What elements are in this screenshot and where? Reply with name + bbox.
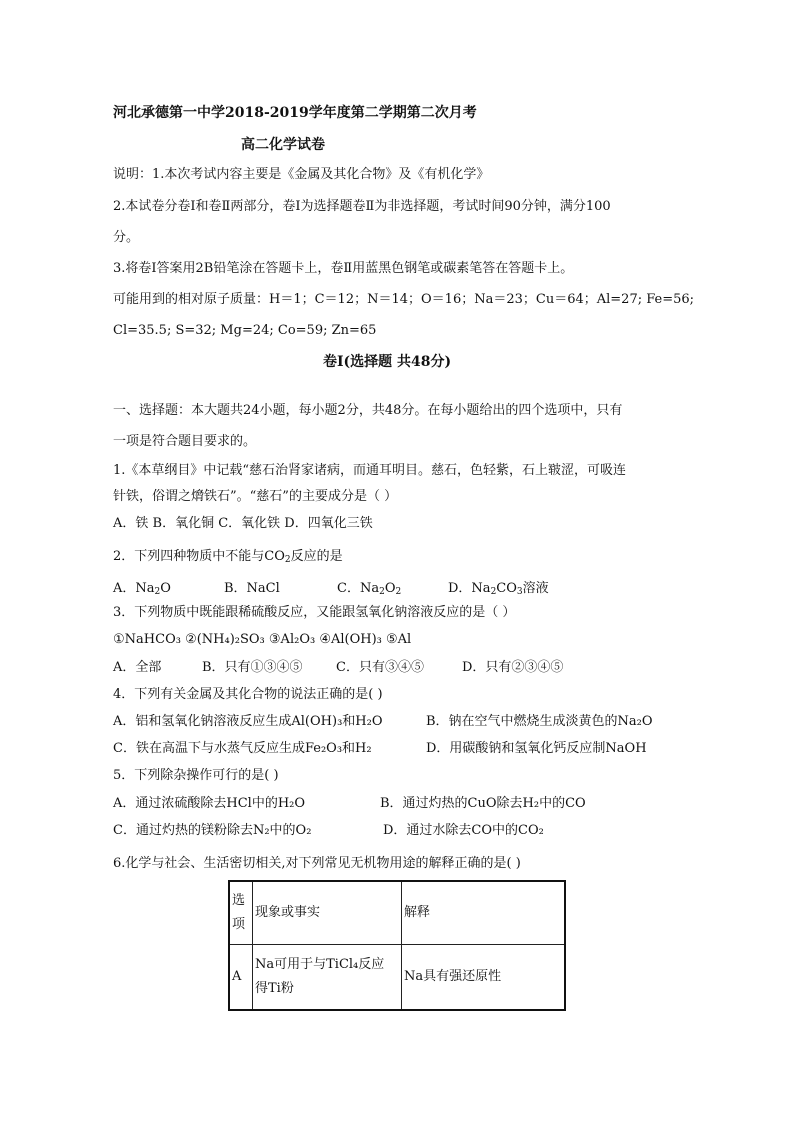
q1-options: A．铁 B．氧化铜 C．氧化铁 D．四氧化三铁 (113, 516, 373, 531)
q4-option-c: C．铁在高温下与水蒸气反应生成Fe₂O₃和H₂ (113, 741, 372, 756)
q1-stem-2: 针铁，俗谓之熁铁石”。“慈石”的主要成分是（ ） (113, 489, 398, 504)
exam-subtitle: 高二化学试卷 (241, 137, 325, 153)
atomic-mass-line-2: Cl=35.5; S=32; Mg=24; Co=59; Zn=65 (113, 323, 377, 338)
instruction-line-2-cont: 分。 (113, 230, 140, 245)
q4-option-b: B．钠在空气中燃烧生成淡黄色的Na₂O (426, 714, 653, 729)
table-row (229, 945, 565, 1011)
q5-option-b: B．通过灼热的CuO除去H₂中的CO (380, 796, 586, 811)
atomic-mass-line-1: 可能用到的相对原子质量：H＝1；C＝12；N＝14；O＝16；Na＝23；Cu＝64；Al=27; Fe=56; (113, 292, 695, 307)
q2-option-b: B．NaCl (224, 581, 280, 596)
q5-option-a: A．通过浓硫酸除去HCl中的H₂O (113, 796, 306, 811)
q6-table (228, 880, 566, 1011)
q6-stem: 6.化学与社会、生活密切相关,对下列常见无机物用途的解释正确的是( ) (113, 856, 521, 871)
q5-stem: 5．下列除杂操作可行的是( ) (113, 768, 279, 783)
header-phenomenon-cell: 现象或事实 (253, 881, 402, 945)
q4-option-d: D．用碳酸钠和氢氧化钙反应制NaOH (426, 741, 647, 756)
section-intro-1: 一、选择题：本大题共24小题，每小题2分，共48分。在每小题给出的四个选项中，只有 (113, 403, 623, 418)
row-a-option-cell: A (229, 945, 253, 1011)
q4-option-a: A．铝和氢氧化钠溶液反应生成Al(OH)₃和H₂O (113, 714, 383, 729)
q3-option-c: C．只有③④⑤ (336, 660, 424, 675)
q2-option-d: D．$Na_2CO_3$溶液 (448, 581, 549, 597)
q5-option-d: D．通过水除去CO中的CO₂ (383, 823, 544, 838)
q5-option-c: C．通过灼热的镁粉除去N₂中的O₂ (113, 823, 312, 838)
q3-items: ①NaHCO₃ ②(NH₄)₂SO₃ ③Al₂O₃ ④Al(OH)₃ ⑤Al (113, 632, 412, 647)
q3-stem: 3．下列物质中既能跟稀硫酸反应，又能跟氢氧化钠溶液反应的是（ ） (113, 605, 516, 620)
exam-school-title: 河北承德第一中学2018-2019学年度第二学期第二次月考 (113, 105, 477, 121)
header-explanation-cell: 解释 (402, 881, 566, 945)
instruction-line-2: 2.本试卷分卷Ⅰ和卷Ⅱ两部分，卷Ⅰ为选择题卷Ⅱ为非选择题，考试时间90分钟，满分100 (113, 199, 611, 214)
instruction-line-3: 3.将卷Ⅰ答案用2B铅笔涂在答题卡上，卷Ⅱ用蓝黑色钢笔或碳素笔答在答题卡上。 (113, 261, 574, 276)
section-heading: 卷Ⅰ(选择题 共48分) (323, 354, 452, 370)
row-a-explanation-cell: Na具有强还原性 (402, 945, 566, 1011)
q2-stem: 2．下列四种物质中不能与$CO_2$反应的是 (113, 549, 343, 565)
section-intro-2: 一项是符合题目要求的。 (113, 434, 257, 449)
instruction-line-1: 说明：1.本次考试内容主要是《金属及其化合物》及《有机化学》 (113, 167, 490, 182)
q4-stem: 4．下列有关金属及其化合物的说法正确的是( ) (113, 687, 383, 702)
q3-option-a: A．全部 (113, 660, 162, 675)
q3-option-b: B．只有①③④⑤ (202, 660, 303, 675)
q2-option-c: C．$Na_2O_2$ (337, 581, 402, 597)
row-a-phenomenon-cell: Na可用于与TiCl₄反应 得Ti粉 (253, 945, 402, 1011)
q2-option-a: A．$Na_2O$ (113, 581, 171, 597)
q1-stem-1: 1.《本草纲目》中记载“慈石治肾家诸病，而通耳明目。慈石，色轻紫，石上皲涩，可吸连 (113, 463, 627, 478)
header-option-cell: 选 项 (229, 881, 253, 945)
table-header-row (229, 881, 565, 945)
q3-option-d: D．只有②③④⑤ (462, 660, 564, 675)
